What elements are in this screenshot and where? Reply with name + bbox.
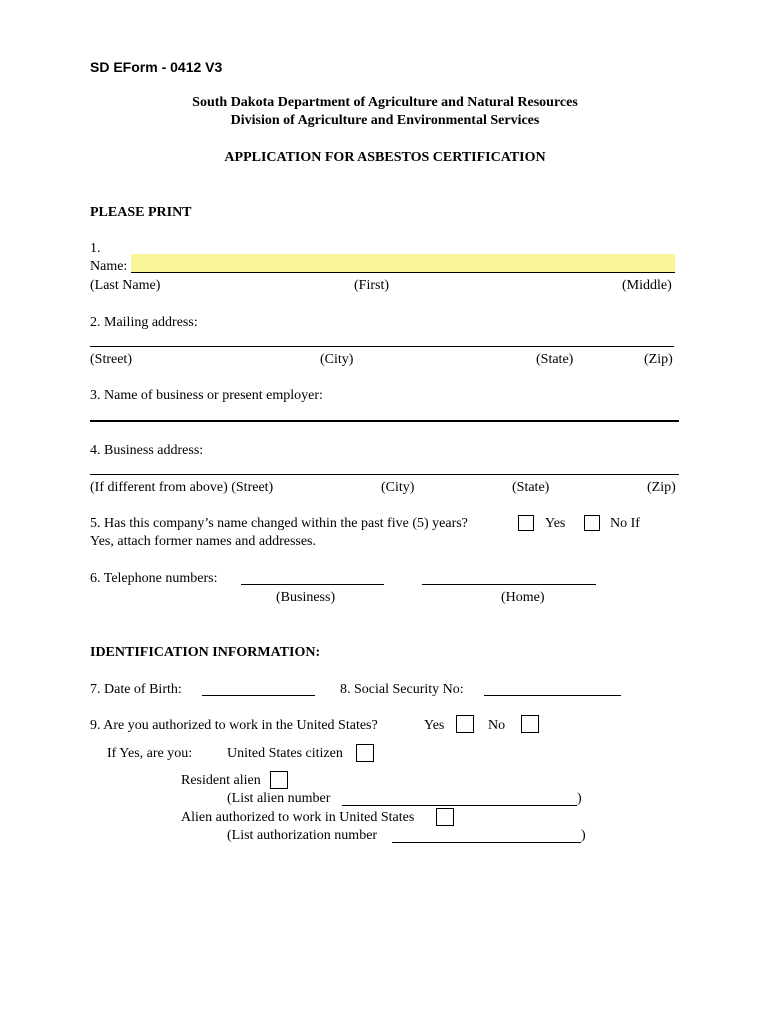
employer-label: 3. Name of business or present employer: xyxy=(90,388,323,403)
name-change-instructions: Yes, attach former names and addresses. xyxy=(90,534,317,549)
date-of-birth-input[interactable] xyxy=(203,679,313,695)
ssn-underline xyxy=(484,695,621,696)
home-phone-caption: (Home) xyxy=(501,590,545,605)
first-name-caption: (First) xyxy=(354,278,389,293)
agency-division: Division of Agriculture and Environmental Services xyxy=(230,113,540,128)
alien-authorized-label: Alien authorized to work in United States xyxy=(181,810,415,825)
name-label: Name: xyxy=(90,259,128,274)
name-change-no-checkbox[interactable] xyxy=(584,515,600,531)
us-citizen-label: United States citizen xyxy=(227,746,343,761)
home-phone-underline xyxy=(422,584,596,585)
mailing-address-input[interactable] xyxy=(92,330,672,346)
form-id: SD EForm - 0412 V3 xyxy=(90,59,223,75)
business-phone-caption: (Business) xyxy=(276,590,336,605)
alien-authorized-checkbox[interactable] xyxy=(436,808,454,826)
business-city-caption: (City) xyxy=(381,480,415,495)
if-yes-label: If Yes, are you: xyxy=(107,746,193,761)
alien-number-close: ) xyxy=(577,791,582,806)
authorization-number-underline xyxy=(392,842,581,843)
telephone-label: 6. Telephone numbers: xyxy=(90,571,218,586)
work-authorization-yes-label: Yes xyxy=(424,718,445,733)
authorization-number-label: (List authorization number xyxy=(227,828,378,843)
middle-name-caption: (Middle) xyxy=(622,278,672,293)
employer-underline xyxy=(90,420,679,422)
mailing-address-underline xyxy=(90,346,674,347)
resident-alien-label: Resident alien xyxy=(181,773,261,788)
work-authorization-question: 9. Are you authorized to work in the United States? xyxy=(90,718,378,733)
business-address-underline xyxy=(90,474,679,475)
business-phone-input[interactable] xyxy=(242,568,382,584)
authorization-number-close: ) xyxy=(581,828,586,843)
date-of-birth-underline xyxy=(202,695,315,696)
mailing-state-caption: (State) xyxy=(536,352,574,367)
name-change-question: 5. Has this company’s name changed within the past five (5) years? xyxy=(90,516,468,531)
authorization-number-input[interactable] xyxy=(393,825,579,841)
please-print-heading: PLEASE PRINT xyxy=(90,205,192,220)
alien-number-underline xyxy=(342,805,577,806)
name-input[interactable] xyxy=(134,256,672,272)
work-authorization-yes-checkbox[interactable] xyxy=(456,715,474,733)
business-phone-underline xyxy=(241,584,384,585)
mailing-street-caption: (Street) xyxy=(90,352,132,367)
work-authorization-no-checkbox[interactable] xyxy=(521,715,539,733)
ssn-input[interactable] xyxy=(485,679,619,695)
name-change-yes-label: Yes xyxy=(545,516,566,531)
business-address-label: 4. Business address: xyxy=(90,443,204,458)
work-authorization-no-label: No xyxy=(488,718,506,733)
date-of-birth-label: 7. Date of Birth: xyxy=(90,682,182,697)
business-street-caption: (If different from above) (Street) xyxy=(90,480,274,495)
name-underline xyxy=(131,272,675,273)
name-change-no-label: No If xyxy=(610,516,640,531)
alien-number-input[interactable] xyxy=(343,788,575,804)
us-citizen-checkbox[interactable] xyxy=(356,744,374,762)
last-name-caption: (Last Name) xyxy=(90,278,161,293)
mailing-zip-caption: (Zip) xyxy=(644,352,673,367)
business-state-caption: (State) xyxy=(512,480,550,495)
mailing-address-label: 2. Mailing address: xyxy=(90,315,198,330)
name-change-yes-checkbox[interactable] xyxy=(518,515,534,531)
mailing-city-caption: (City) xyxy=(320,352,354,367)
ssn-label: 8. Social Security No: xyxy=(340,682,464,697)
resident-alien-checkbox[interactable] xyxy=(270,771,288,789)
alien-number-label: (List alien number xyxy=(227,791,331,806)
business-zip-caption: (Zip) xyxy=(647,480,676,495)
agency-name: South Dakota Department of Agriculture and Natural Resources xyxy=(192,95,578,110)
form-title: APPLICATION FOR ASBESTOS CERTIFICATION xyxy=(224,150,546,165)
identification-heading: IDENTIFICATION INFORMATION: xyxy=(90,645,321,660)
employer-input[interactable] xyxy=(92,403,676,419)
home-phone-input[interactable] xyxy=(423,568,593,584)
q1-number: 1. xyxy=(90,241,101,256)
business-address-input[interactable] xyxy=(92,458,676,474)
